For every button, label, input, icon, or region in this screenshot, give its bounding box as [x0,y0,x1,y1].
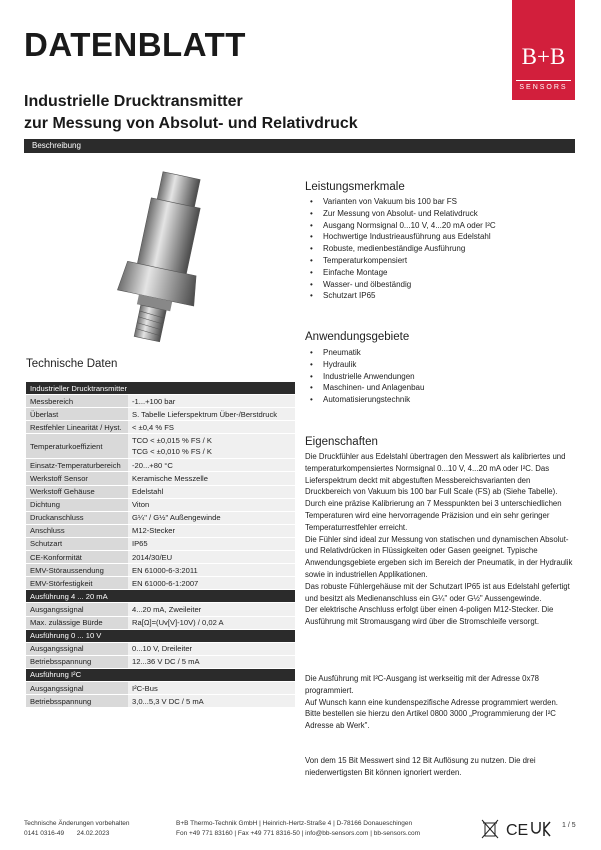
list-item: • Hydraulik [310,359,424,371]
row-value: S. Tabelle Lieferspektrum Über-/Berstdruck [128,408,295,421]
row-label: Einsatz-Temperaturbereich [26,459,128,472]
table-row [26,695,295,708]
page-number: 1 / 5 [562,822,576,829]
bits-text: Von dem 15 Bit Messwert sind 12 Bit Auflösung zu nutzen. Die drei niederwertigsten Bit können ignoriert werden. [305,756,536,777]
tech-data-heading: Technische Daten [26,358,118,370]
product-image [85,168,235,343]
table-row [26,472,295,485]
paragraph: Durch eine präzise Kalibrierung an 7 Messpunkten bei 3 unterschiedlichen Temperaturen wird eine hervorragende Präzision und ein sehr geringer Temperaturrestfehler erreicht. [305,499,562,532]
applications-list [310,347,424,406]
row-value: G¼" / G½" Außengewinde [128,511,295,524]
table-row [26,655,295,668]
row-label: Druckanschluss [26,511,128,524]
list-item: • Zur Messung von Absolut- und Relativdruck [310,208,496,220]
features-heading: Leistungsmerkmale [305,181,405,193]
row-label: Betriebsspannung [26,655,128,668]
row-label: Anschluss [26,524,128,537]
ce-mark-icon: CE [506,822,529,839]
table-row [26,485,295,498]
row-value [128,434,295,459]
weee-bin-icon [482,820,498,838]
row-value: -1...+100 bar [128,395,295,408]
row-label: Max. zulässige Bürde [26,616,128,629]
row-value: I²C-Bus [128,681,295,694]
section-label: Ausführung I²C [26,668,295,681]
paragraph: Das robuste Fühlergehäuse mit der Schutzart IP65 ist aus Edelstahl gefertigt und besitzt als Medienanschluss ein G¼" oder G½" Aussengewinde. [305,581,570,603]
row-label: Restfehler Linearität / Hyst. [26,421,128,434]
section-bar-label: Beschreibung [32,141,81,150]
row-label: Betriebsspannung [26,695,128,708]
row-label: Überlast [26,408,128,421]
paragraph: Der elektrische Anschluss erfolgt über einen 4-poligen M12-Stecker. Die Ausführung mit Stromausgang wird über die Stromschleife versorgt. [305,605,554,627]
footer-notice: Technische Änderungen vorbehalten [24,820,130,827]
paragraph: Die Fühler sind ideal zur Messung von statischen und dynamischen Absolut- und Relativdrücken in Flüssigkeiten oder Gasen geeignet. Typische Anwendungsgebiete ergeben sich im Bereich der Pneumatik, in der Hydraulik sowie in industriellen Applikationen. [305,534,573,579]
table-row [26,524,295,537]
logo-sub: SENSORS [519,84,568,91]
row-value: M12-Stecker [128,524,295,537]
list-item: • Ausgang Normsignal 0...10 V, 4...20 mA oder I²C [310,220,496,232]
table-row [26,421,295,434]
row-label: CE-Konformität [26,551,128,564]
table-row [26,459,295,472]
row-label: Ausgangssignal [26,603,128,616]
row-label: Messbereich [26,395,128,408]
section-label: Industrieller Drucktransmitter [26,382,295,395]
list-item: • Industrielle Anwendungen [310,371,424,383]
table-row [26,498,295,511]
row-value: -20...+80 °C [128,459,295,472]
list-item: • Pneumatik [310,347,424,359]
row-value: 4...20 mA, Zweileiter [128,603,295,616]
row-value: Ra[Ω]=(Uv[V]-10V) / 0,02 A [128,616,295,629]
table-row [26,551,295,564]
row-value-line: TCO < ±0,015 % FS / K [132,436,212,446]
row-value: Keramische Messzelle [128,472,295,485]
table-section-header [26,590,295,603]
footer-left [24,819,130,839]
doc-number: 0141 0316-49 [24,830,65,837]
row-label: EMV-Störaussendung [26,564,128,577]
row-value: 2014/30/EU [128,551,295,564]
table-row [26,603,295,616]
table-row [26,408,295,421]
row-value: Edelstahl [128,485,295,498]
section-label: Ausführung 0 ... 10 V [26,629,295,642]
company-logo [512,0,575,100]
doc-date: 24.02.2023 [76,830,110,837]
row-value: 0...10 V, Dreileiter [128,642,295,655]
row-label: Werkstoff Sensor [26,472,128,485]
i2c-text [305,673,575,732]
row-label: Ausgangssignal [26,681,128,694]
subtitle-line-1: Industrielle Drucktransmitter [24,93,243,110]
table-row [26,577,295,590]
row-value: 12...36 V DC / 5 mA [128,655,295,668]
paragraph: Auf Wunsch kann eine kundenspezifische Adresse programmiert werden. Bitte bestellen sie hierzu den Artikel 0800 3000 „Programmierung der I²C Adresse ab Werk". [305,697,558,731]
properties-heading: Eigenschaften [305,436,378,448]
company-contact: Fon +49 771 83160 | Fax +49 771 8316-50 | info@bb-sensors.com | bb-sensors.com [176,830,421,837]
properties-text [305,451,575,628]
list-item: • Robuste, medienbeständige Ausführung [310,243,496,255]
row-value: < ±0,4 % FS [128,421,295,434]
list-item: • Einfache Montage [310,267,496,279]
applications-heading: Anwendungsgebiete [305,331,410,343]
row-label: Ausgangssignal [26,642,128,655]
table-section-header [26,668,295,681]
table-row [26,537,295,550]
paragraph: Die Druckfühler aus Edelstahl übertragen den Messwert als kalibriertes und temperaturkompensiertes Normsignal 0...10 V, 4...20 mA oder I²C. Das Lieferspektrum deckt mit abgestuften Messbereichsvarianten den Druckbereich von Vakuum bis 100 bar Full Scale (FS) ab (Siehe Tabelle). [305,452,566,497]
table-section-header [26,382,295,395]
row-label: EMV-Störfestigkeit [26,577,128,590]
section-bar [24,139,575,153]
row-value: 3,0...5,3 V DC / 5 mA [128,695,295,708]
row-value-line: TCG < ±0,010 % FS / K [132,447,212,457]
ukca-mark-icon [532,822,550,839]
list-item: • Schutzart IP65 [310,290,496,302]
row-label: Temperaturkoeffizient [26,434,128,459]
table-row [26,511,295,524]
certification-icons [480,818,558,840]
footer-company [176,819,420,839]
list-item: • Wasser- und ölbeständig [310,279,496,291]
list-item: • Automatisierungstechnik [310,394,424,406]
table-row [26,616,295,629]
list-item: • Maschinen- und Anlagenbau [310,382,424,394]
section-label: Ausführung 4 ... 20 mA [26,590,295,603]
table-row [26,681,295,694]
subtitle-line-2: zur Messung von Absolut- und Relativdruck [24,115,358,132]
page-title: DATENBLATT [24,26,246,63]
tech-data-table [26,382,295,708]
list-item: • Varianten von Vakuum bis 100 bar FS [310,196,496,208]
paragraph: Die Ausführung mit I²C-Ausgang ist werkseitig mit der Adresse 0x78 programmiert. [305,674,540,695]
list-item: • Temperaturkompensiert [310,255,496,267]
row-label: Schutzart [26,537,128,550]
row-value: EN 61000-6-1:2007 [128,577,295,590]
row-value: IP65 [128,537,295,550]
row-label: Dichtung [26,498,128,511]
features-list [310,196,496,302]
table-row [26,564,295,577]
document-subtitle [24,91,358,135]
row-value: Viton [128,498,295,511]
table-section-header [26,629,295,642]
company-address: B+B Thermo-Technik GmbH | Heinrich-Hertz-Straße 4 | D-78166 Donaueschingen [176,820,413,827]
logo-brand: B+B [521,44,566,69]
table-row [26,434,295,459]
row-label: Werkstoff Gehäuse [26,485,128,498]
list-item: • Hochwertige Industrieausführung aus Edelstahl [310,231,496,243]
table-row [26,395,295,408]
row-value: EN 61000-6-3:2011 [128,564,295,577]
table-row [26,642,295,655]
